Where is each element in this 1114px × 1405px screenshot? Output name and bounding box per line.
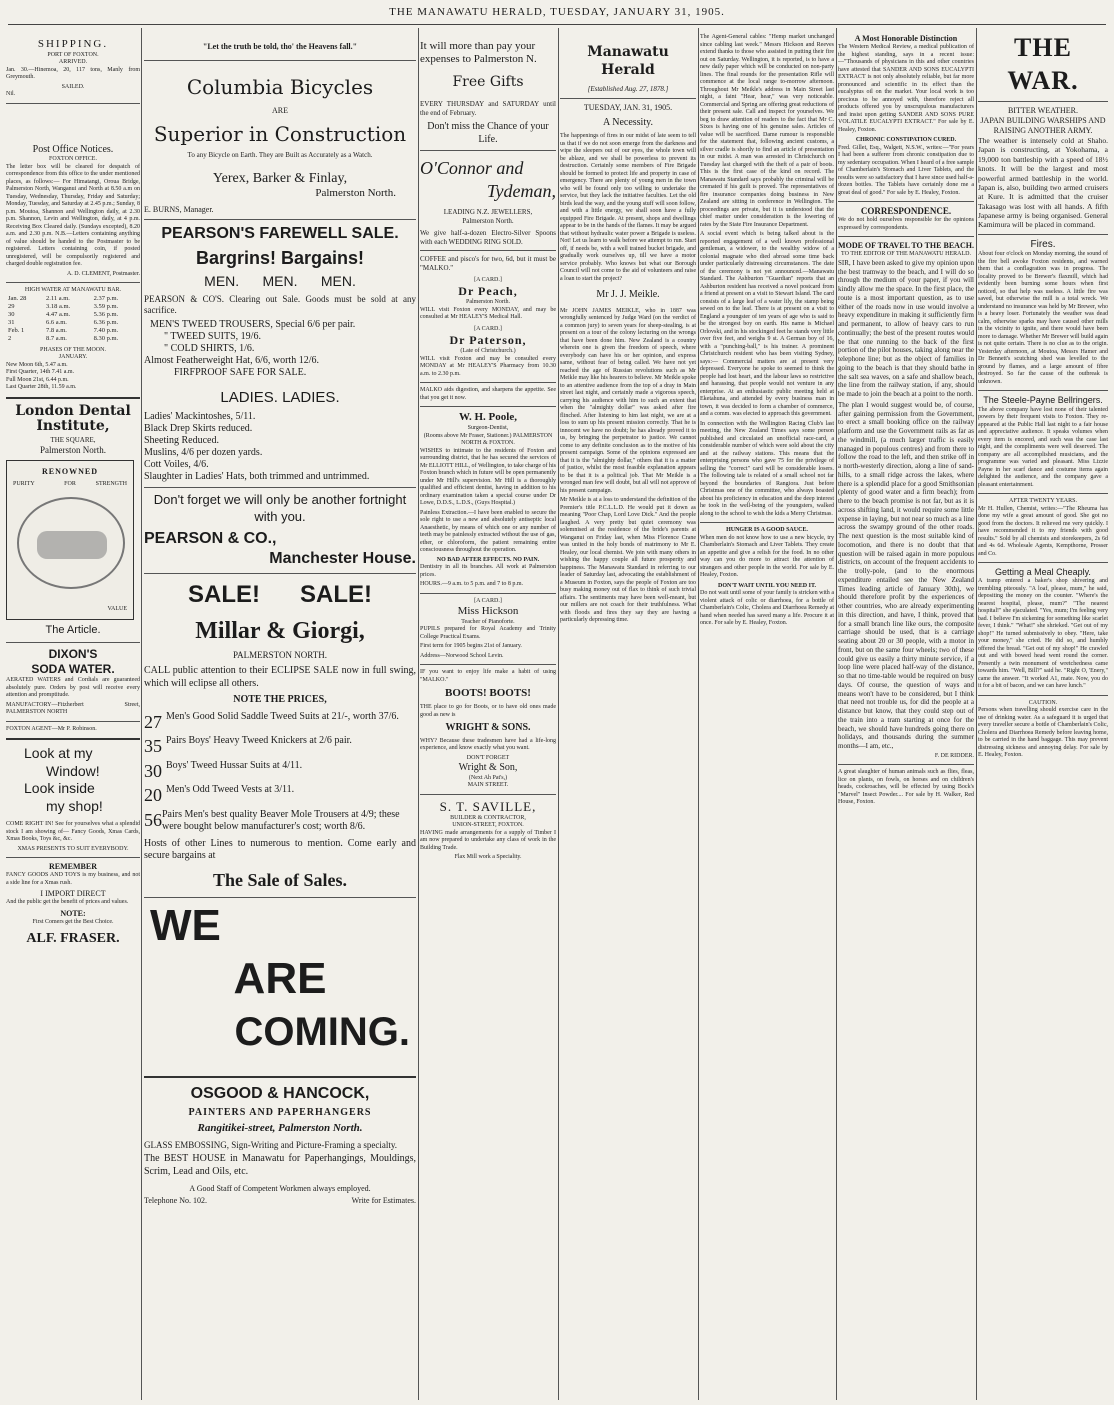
peach-title: Dr Peach,	[458, 284, 518, 299]
ladies-item: Cott Voiles, 4/6.	[144, 459, 209, 471]
hickson-title: Miss Hickson	[457, 605, 519, 618]
note: NOTE:	[60, 908, 86, 918]
are-label: ARE	[272, 106, 288, 115]
hickson-text: PUPILS prepared for Royal Academy and Trinity College Practical Exams.	[420, 626, 556, 640]
column-6	[838, 28, 974, 1400]
men-item: FIRFPROOF SAFE FOR SALE.	[174, 366, 307, 378]
bargains: Bargrins! Bargains!	[195, 248, 365, 268]
hosts-text: Hosts of other Lines to numerous to mention. Come early and secure bargains at	[144, 837, 416, 861]
fires-heading: Fires.	[1030, 238, 1056, 250]
chronic-text: Fred. Gillet, Esq., Walgett, N.S.W., writes:—"For years I had been a sufferer from chronic constipation due to my sedentary occupation. When I heard of a free sample of Chamberlain's Stomach and Liver Tablets, and the results were so satisfactory that I have since used half-a-dozen bottles. The Tablets have certainly done me a great deal of good." For sale by E. Healey, Foxton.	[838, 144, 974, 196]
dont-miss: Don't miss the Chance of your Life.	[427, 121, 549, 145]
columbia-title: Columbia Bicycles	[186, 75, 374, 99]
dental-town: Palmerston North.	[40, 445, 106, 456]
tydeman: Tydeman,	[486, 180, 556, 201]
table-row: Feb. 1 7.8 a.m. 7.40 p.m.	[8, 327, 119, 335]
ladies-item: Sheeting Reduced.	[144, 435, 219, 447]
no-bad: NO BAD AFTER EFFECTS. NO PAIN.	[436, 556, 540, 563]
rangitikei: Rangitikei-street, Palmerston North.	[197, 1122, 363, 1135]
top-rule	[8, 24, 1106, 25]
peach-town: Palmerston North.	[466, 299, 510, 306]
yerex: Yerex, Barker & Finlay,	[212, 170, 348, 186]
bitter-heading: BITTER WEATHER.	[1007, 106, 1079, 115]
japan-heading: JAPAN BUILDING WARSHIPS AND RAISING ANOTHER ARMY.	[980, 116, 1106, 135]
arrived-label: ARRIVED.	[58, 59, 88, 66]
fraser-signature: ALF. FRASER.	[26, 931, 120, 947]
pearson-co: PEARSON & CO.,	[144, 529, 277, 547]
meal-heading: Getting a Meal Cheaply.	[995, 567, 1091, 577]
dental-address: THE SQUARE,	[50, 436, 96, 445]
letter-sign: F. DE RIDDER.	[934, 752, 974, 759]
column-rule	[836, 28, 837, 1400]
news-text: The Agent-General cables: "Hemp market unchanged since cabling last week." Messrs Hickson and Reeves extend thanks to those who assisted in putting their fire out on Saturday. Wellington, it is reported, is to have a new daily paper which will be conducted on non-party lines. The final rounds for the presentation Rifle will commence at the local range to-morrow afternoon. Throughout Mr Meikle's address in Main Street last night, a faint "Hear, hear," was very noticeable. Commercial and Spring are offering great reductions of their present sale. Call and inspect for yourselves. We beg to draw attention of readers to the fact that Mr C. Sixes is having one of his genuine sales. Articles of value will be sacrificed. Dame rumour is responsible for the statement that, following ancient customs, a silver cradle is shortly to find an article of presentation in our midst. A man was arrested in Christchurch on Tuesday last charged with the theft of a pair of boots. This is the first case of the kind on record. The Manawatu Standard says probably the criminal will be cremated if his guilt is proved. The representatives of fire insurance companies doing business in New Zealand are sitting in conference in Wellington. The proceedings are private, but it is understood that the chief matter under consideration is the lowering of rates by the State Fire Insurance Department.	[700, 34, 834, 228]
moon-phase: New Moon 6th, 5.47 a.m.	[6, 361, 68, 368]
men-heading: MEN. MEN. MEN.	[204, 272, 356, 289]
card-label: [A CARD.]	[474, 276, 502, 283]
honorable-text: The Western Medical Review, a medical publication of the highest standing, says in a recent issue:—"Thousands of physicians in this and other countries have attested that SANDER AND SONS EUCALYPTI EXTRACT is not only absolutely reliable, but far more pronounced and scientific in its effect than the eucalyptus oil on the market. Your local work is too precious to be annoyed with, therefore reject all products offered you by unscrupulous manufacturers and insist upon getting SANDER AND SONS PURE VOLATILE EUCALYPTI EXTRACT." For sale by E. Healey, Foxton.	[838, 44, 974, 133]
men-item: " TWEED SUITS, 19/6.	[164, 330, 261, 342]
price-item: 30 Boys' Tweed Hussar Suits at 4/11.	[144, 759, 303, 781]
why-text: WHY? Because these tradesmen have had a life-long experience, and know exactly what you want.	[420, 737, 556, 752]
we-heading: WE	[150, 901, 221, 950]
price-item: 27 Men's Good Solid Saddle Tweed Suits at 21/-, worth 37/6.	[144, 710, 399, 732]
are-heading: ARE	[233, 954, 327, 1004]
poole-title: W. H. Poole,	[459, 411, 517, 424]
price-item: 20 Men's Odd Tweed Vests at 3/11.	[144, 784, 295, 805]
flax-text: Flax Mill work a Speciality.	[454, 854, 522, 861]
column-7	[978, 28, 1108, 1400]
letter-text: SIR, I have been asked to give my opinion upon the best tramway to the beach, and I will do so through the medium of your paper, if you will kindly allow me the space. In the first place, the route is a most important question, as to use either of the roads now in use would involve a heavy expenditure in making it sufficiently firm and permanent, to allow of heavy cars to run continually; the best of the present routes would be that one running to the back of the first portion of the pilot houses, taking along near the telephone line; but as the object of families in going to the beach is that they should bathe in the salt sea waves, on a safe and shallow beach, the line from the railway station, if any, should be made to join the beach at a point to the north.	[838, 258, 974, 398]
import: I IMPORT DIRECT	[40, 889, 106, 899]
sale-heading: SALE! SALE!	[187, 580, 372, 608]
import-text: And the public get the benefit of prices and values.	[6, 899, 129, 906]
poole-addr: (Rooms above Mr Fraser, Stationer.) PALMERSTON NORTH & FOXTON.	[423, 432, 553, 447]
ladies-heading: LADIES. LADIES.	[220, 388, 340, 406]
column-rule	[558, 28, 559, 1400]
table-row: 2 8.7 a.m. 8.30 p.m.	[8, 335, 119, 343]
column-3	[420, 28, 556, 1400]
look-line: Look inside	[24, 780, 95, 797]
men-item: Almost Featherweight Hat, 6/6, worth 12/6.	[144, 354, 319, 366]
masthead: THE MANAWATU HERALD, TUESDAY, JANUARY 31, 1905.	[389, 6, 725, 18]
forget-text: Don't forget we will only be another fortnight with you.	[153, 492, 407, 524]
sailed-label: SAILED.	[61, 83, 85, 90]
saville-addr: UNION-STREET, FOXTON.	[452, 822, 524, 829]
moon-month: JANUARY.	[58, 354, 88, 360]
steele-heading: The Steele-Payne Bellringers.	[983, 395, 1103, 406]
meal-text: A tramp entered a baker's shop shivering and trembling piteously. "A loaf, please, mum," he said, depositing the money on the counter. "Where's the nearest hospital, please, mum?" "The nearest hospital!" she ejaculated. "Yes, mum; I'm feeling very bad. I believe I'm sickening for something like scarlet fever, I think." "What!" she shrieked. "Get out of my shop!" He turned submissively to obey. "Here, take your money," she cried. He did so, and humbly offered the bread. "Get out of my shop!" He crawled out and with bowed head went round the corner. Presently a twin monument of wretchedness came towards him. "Well, Bill?" said he. "Right O, 'Enery," came the answer. "It worked A1, mate. Now, you do it for a bit of bacon, and we can have lunch."	[978, 578, 1108, 690]
oconnor: O'Connor and	[420, 158, 524, 179]
note-prices: NOTE THE PRICES,	[233, 694, 327, 705]
dont-wait-heading: DON'T WAIT UNTIL YOU NEED IT.	[717, 582, 817, 589]
ladies-item: Muslins, 4/6 per dozen yards.	[144, 447, 263, 459]
dental-title: London Dental Institute,	[15, 402, 131, 434]
manager: E. BURNS, Manager.	[144, 205, 214, 214]
come-text: COME RIGHT IN! See for yourselves what a splendid stock I am showing of— Fancy Goods, Xmas Cards, Xmas Books, Toys &c, &c.	[6, 821, 140, 843]
column-rule	[141, 28, 142, 1400]
honorable-heading: A Most Honorable Distinction	[854, 34, 958, 43]
sailed-text: Nil.	[6, 91, 16, 98]
herald-nameplate: Manawatu Herald	[587, 44, 669, 78]
column-rule	[976, 28, 977, 1400]
column-rule	[698, 28, 699, 1400]
pearson-text: PEARSON & CO'S. Clearing out Sale. Goods must be sold at any sacrifice.	[144, 294, 416, 316]
dentistry: Dentistry in all its branches. All work at Palmerston prices.	[420, 564, 556, 578]
hickson-address: Address—Norwood School Levin.	[420, 652, 504, 659]
hunger-text: When men do not know how to use a new bicycle, try Chamberlain's Stomach and Liver Tablets. They create an appetite and give a relish for the food. In no other way can you do more to attract the attention of strangers and other people in the world. For sale by E. Healey, Foxton.	[700, 534, 834, 578]
jewellers: LEADING N.Z. JEWELLERS,	[443, 208, 533, 217]
meikle-heading: Mr J. J. Meikle.	[596, 289, 660, 301]
remember: REMEMBER	[49, 862, 97, 872]
tide-title: HIGH WATER AT MANAWATU BAR.	[24, 287, 122, 294]
remember-text: FANCY GOODS AND TOYS is my business, and not a side line for a Xmas rush.	[6, 872, 140, 886]
news-text: In connection with the Wellington Racing Club's last meeting, the New Zealand Times says some person published and circulated an unofficial race-card, a considerable number of which were sold about the city and at the railway stations. This means that the enterprising persons who gave 75 for the privilege of selling the "correct" card will be considerable losers. The following tale is related of a small school not far beyond the boundaries of Rangiora. Just before Christmas one of the committee, who always boasted about his proficiency in education and the deep interest he took in the well-being of the youngsters, walked along to the school to wish the kids a Merry Christmas.	[700, 420, 834, 517]
moon-phase: Last Quarter 28th, 11.59 a.m.	[6, 384, 77, 390]
osgood-footer: Telephone No. 102. Write for Estimates.	[144, 1196, 416, 1206]
main-street: MAIN STREET.	[467, 782, 509, 789]
peach-text: WILL visit Foxton every MONDAY, and may be consulted at Mr HEALEY'S Medical Hall.	[420, 306, 556, 321]
correspondence-heading: CORRESPONDENCE.	[860, 206, 952, 216]
xmas-text: XMAS PRESENTS TO SUIT EVERYBODY.	[17, 845, 129, 852]
coming-heading: COMING.	[234, 1009, 410, 1054]
millar-town: PALMERSTON NORTH.	[233, 649, 327, 660]
free-text: EVERY THURSDAY and SATURDAY until the end of February.	[420, 99, 556, 117]
price-item: 56 Pairs Men's best quality Beaver Mole Trousers at 4/9; these were bought below manufacturer's cost; worth 8/6.	[144, 808, 400, 832]
caution-heading: CAUTION.	[1028, 699, 1058, 706]
table-row: 30 4.47 a.m. 5.36 p.m.	[8, 311, 119, 318]
look-line: Look at my	[24, 745, 93, 762]
boots-heading: BOOTS! BOOTS!	[445, 687, 531, 700]
first-term: First term for 1905 begins 21st of January.	[420, 643, 522, 650]
war-heading: THE WAR.	[1007, 33, 1079, 95]
wright-title: WRIGHT & SONS.	[445, 722, 531, 734]
ladies-item: Black Drep Skirts reduced.	[144, 423, 253, 435]
moon-phase: First Quarter, 14th 7.41 a.m.	[6, 369, 75, 375]
jewellers-text: We give half-a-dozen Electro-Silver Spoons with each WEDDING RING SOLD.	[420, 228, 556, 246]
stamp-smear	[37, 531, 107, 559]
article-title: The Article.	[45, 624, 101, 637]
war-text: The weather is intensely cold at Shaho. Japan is constructing, at Yokohama, a 19,000 ton battleship with a speed of 18½ knots. It will be the largest and most powerful armed battleship in the world. Japan is, also, building two armed cruisers at Kure. It is admitted that the cruiser Takasago was lost with all hands. A fifth Japanese army is being organised. General Kamimura will be placed in command.	[978, 136, 1108, 230]
column-2	[144, 28, 416, 1400]
wright2: Wright & Son,	[458, 762, 518, 774]
note-text: First Comers get the Best Choice.	[32, 918, 114, 925]
wright-addr: (Next Ah Pat's,)	[468, 774, 508, 781]
post-office-name: FOXTON OFFICE.	[49, 156, 97, 163]
editor-line: TO THE EDITOR OF THE MANAWATU HERALD.	[841, 251, 971, 258]
corr-note: We do not hold ourselves responsible for the opinions expressed by correspondents.	[838, 217, 974, 231]
men-item: " COLD SHIRTS, 1/6.	[164, 342, 255, 354]
malko-text: MALKO aids digestion, and sharpens the appetite. See that you get it now.	[420, 387, 556, 401]
column-rule	[418, 28, 419, 1400]
dont-forget: DON'T FORGET	[466, 754, 510, 761]
editorial-text: The happenings of fires in our midst of late seem to tell us that if we do not soon emerge from the darkness and wipe the sleepers out of our eyes, the whole town will be ablaze, and we shall be powerless to prevent its destruction. Certainly some members of Fire Brigade should be formed to protect life and property in case of emergency. There are plenty of young men in the town who will be found only too willing to undertake the service, but they lack the initiative faculties. Let the old birds lead the way, and the young stuff will soon follow, and with a little energy, we shall soon have a fully equipped Fire Brigade. At present, shops and dwellings appear to be in the hands of the flames. It may be argued that without hydraulic water power a Brigade is useless. Not! Let us learn to walk before we attempt to run. Start off, if needs be, with a well trained bucket brigade, and gradually work ourselves up, till we have a motor service probably. Who knows but what our Borough Council will not come to the aid of volunteers and raise a loan to start the project?	[560, 133, 696, 282]
steele-text: The above company have lost none of their talented powers by their frequent visits to Foxton. They re-appeared at the Public Hall last night to a fair house and appreciative audience. It speaks volumes when every item is encored, and such was the case last night, and the compliments were well deserved. The company are all accomplished musicians, and the programme was varied and pleasant. Miss Lizzie Payne in her scarf dance and costume items again delighted the audience, and the company gave a pleasant entertainment.	[978, 406, 1108, 488]
issue-date: TUESDAY, JAN. 31, 1905.	[583, 102, 673, 112]
moon-title: PHASES OF THE MOON.	[40, 346, 106, 353]
after-text: Mr H. Hullen, Chemist, writes:—"The Rheuma has done my wife a great amount of good. She got no good from the doctors. It relieved me very quickly. I have recommended it to my friends with good results." Sold by all chemists and storekeepers, 2s 6d and 4s 6d. Wholesale Agents, Kempthorne, Prosser and Co.	[978, 505, 1108, 557]
hickson-sub: Teacher of Pianoforte.	[461, 618, 515, 625]
column-5	[700, 28, 834, 1400]
superior-text: To any Bicycle on Earth. They are Built as Accurately as a Watch.	[187, 151, 373, 159]
price-item: 35 Pairs Boys' Heavy Tweed Knickers at 2/6 pair.	[144, 735, 352, 756]
table-row: 31 6.6 a.m. 6.36 p.m.	[8, 319, 119, 327]
mode-heading: MODE OF TRAVEL TO THE BEACH.	[838, 241, 974, 251]
millar-text: CALL public attention to their ECLIPSE SALE now in full swing, which will eclipse all others.	[144, 665, 416, 689]
dixon-title: DIXON'S	[48, 647, 98, 662]
yerex-town: Palmerston North.	[315, 187, 396, 200]
after-heading: AFTER TWENTY YEARS.	[1009, 498, 1077, 504]
pearson-farewell: PEARSON'S FAREWELL SALE.	[161, 225, 399, 242]
chronic-heading: CHRONIC CONSTIPATION CURED.	[855, 137, 957, 143]
column-1	[6, 28, 140, 1400]
saville-title: S. T. SAVILLE,	[439, 798, 537, 814]
post-office-title: Post Office Notices.	[32, 143, 114, 155]
meikle-text: Mr JOHN JAMES MEIKLE, who in 1887 was wrongfully sentenced by Judge Ward (on the verdict of a common jury) to seven years for sheep-stealing, is at present on a tour of the colony lecturing on the wrongs that have been done him. New Zealand is a country wherein one is given the freedom of speech, where everybody can have his or her opinion, and express same, without fear of being called. We have not yet reached the age of Russian revolutions such as Mr Meikle may like his hearers to believe. Mr Meikle spoke to an attentive audience from the top of a dray in Main street last night, and certainly made a vigorous speech, carrying his audience with him to such an extent that when the "almighty dollar" was asked after fire flinched. After listening to him last night, we are at a loss to sum up his present mission correctly. That he is innocent we have no doubt; he has already proved it to us, by bringing the perpetrator to justice. We cannot come to any definite conclusion as to the motive of his present campaign. Some of the opinions expressed are that it is the "almighty dollar," others that it is a matter of justice, whilst the most feasible explanation appears to be that it is a political job. That Mr Meikle is a wronged man few will doubt, but all will not approve of his present campaign.	[560, 307, 696, 494]
coffee-text: COFFEE and pisco's for two, 6d, but it must be "MALKO."	[420, 255, 556, 273]
staff-text: A Good Staff of Competent Workmen always employed.	[189, 1184, 371, 1194]
caution-text: Persons when travelling should exercise care in the use of drinking water. As a safeguard it is urged that every traveller secure a bottle of Chamberlain's Colic, Cholera and Diarrhoea Remedy before leaving home, to be carried in the hand baggage. This may prevent distressing sickness and annoying delay. For sale by E. Healey, Foxton.	[978, 707, 1108, 759]
established: [Established Aug. 27, 1878.]	[587, 85, 669, 93]
best-house: The BEST HOUSE in Manawatu for Paperhangings, Mouldings, Scrim, Lead and Oils, etc.	[144, 1153, 416, 1177]
saville-text: HAVING made arrangements for a supply of Timber I am now prepared to undertake any class of work in the Building Trade.	[420, 829, 556, 851]
free-gifts: Free Gifts	[452, 74, 524, 91]
necessity-heading: A Necessity.	[603, 116, 653, 128]
tide-table	[6, 295, 140, 344]
expenses-text: It will more than pay your expenses to Palmerston N.	[420, 40, 537, 66]
look-line: Window!	[46, 762, 100, 779]
paterson-title: Dr Paterson,	[449, 333, 527, 348]
poole-sub: Surgeon-Dentist,	[467, 425, 509, 432]
manufactory: MANUFACTORY—Fitzherbert Street, PALMERSTON NORTH	[6, 701, 140, 716]
fires-text: About four o'clock on Monday morning, the sound of the fire bell awoke Foxton residents, and warned them that a conflagration was in progress. The locality proved to be Brewer's flaxmill, which had evidently been burning some hours when first noticed, so that help was useless. A little fire was saved, but otherwise the mill is a total wreck. We understand no insurance was held by Mr Brewer, who is a heavy loser. Fortunately the weather was dead calm, otherwise sparks may have caused other mills in the vicinity to ignite, and there would have been more to damage. Whether Mr Brewer will build again is not quite certain. There is no clue as to the origin. Yesterday afternoon, at Moutoa, Messrs Hamer and Dr Bennett's scutching shed was levelled to the ground by flames, and a large amount of fibre destroyed. So far the cause of the outbreak is unknown.	[978, 251, 1108, 385]
paterson-text: WILL visit Foxton and may be consulted every MONDAY at Mr HEALEY'S Pharmacy from 10.30 a.m. to 2.30 p.m.	[420, 355, 556, 377]
motto: "Let the truth be told, tho' the Heavens fall."	[202, 42, 358, 51]
soda-title: SODA WATER.	[31, 662, 115, 677]
ladies-item: Slaughter in Ladies' Hats, both trimmed and untrimmed.	[144, 471, 370, 483]
dixon-text: AERATED WATERS and Cordials are guaranteed absolutely pure. Orders by post will receive every attention and promptitude.	[6, 677, 140, 699]
manchester: Manchester House.	[269, 549, 416, 567]
postmaster: A. D. CLEMENT, Postmaster.	[66, 270, 140, 277]
ladies-item: Ladies' Mackintoshes, 5/11.	[144, 411, 256, 423]
table-row: 29 3.18 a.m. 3.59 p.m.	[8, 302, 119, 310]
letter-text: The plan I would suggest would be, of course, after gaining permission from the Government, to erect a small booking office on the railway platform and use the Government rails as far as the windmill, (a much larger traffic is easily managed in populous centres) and from there to follow the road to the left, and then strike off in a north-westerly direction, along a line of sand-hills, to a small ridge across the lakes, where there is a splendid place for a good Smithsonian (plenty of good water and a firm beach); from there to the beach promise is not far, but as it is across shifting land, it would require some little expense in laying, but not near so much as a line across the swampy ground of the other roads. The next question is the most suitable kind of locomotion, and there is no doubt that that question will be raised again in more populous districts, on account of the frequent accidents to the trolly-pole, (and to the enormous expenditure entailed see the New Zealand Times leading article of January 30th), we should therefore profit by the experiences of other countries, who are already experimenting in this direction, and have, I think, proved that for a small branch line like ours, the composite carriage should be used, that is a carriage seating about 20 or 30 people, with a motor in front, but on the same four wheels; two of these could give us easily a thirty minute service, if a loop line were placed half-way of the distance, so that no time-table would be required on busy days. Of course, the question of ways and means won't have to be considered, but I think that need not trouble us, for did the people at a distance but know, that they could step out of the train into a tram starting at once for the beach, we should have hundreds going there on holidays, and thousands during the summer months—I am, etc.,	[838, 400, 974, 750]
table-row: Jan. 28 2.11 a.m. 2.37 p.m.	[8, 294, 119, 302]
dont-wait-text: Do not wait until some of your family is stricken with a violent attack of colic or diarrhoea, for a bottle of Chamberlain's Colic, Cholera and Diarrhoea Remedy at hand when needed has saved many a life. Procure it at once. For sale by E. Healey, Foxton.	[700, 590, 834, 626]
malko2-text: IF you want to enjoy life make a habit of using "MALKO."	[420, 669, 556, 683]
sale-of-sales: The Sale of Sales.	[212, 869, 347, 890]
port-title: PORT OF FOXTON.	[47, 51, 99, 58]
arrived-text: Jan. 30.—Hinemoa, 20, 117 tons, Manly from Greymouth.	[6, 66, 140, 81]
osgood-title: OSGOOD & HANCOCK,	[190, 1084, 370, 1102]
painless-text: Painless Extraction.—I have been enabled to secure the sole right to use a new and absolutely antiseptic local Anaesthetic, by means of which one or any number of teeth may be painlessly extracted without the use of gas, ether, or chloroform, the patient remaining entire consciousness throughout the operation.	[420, 509, 556, 554]
men-item: MEN'S TWEED TROUSERS, Special 6/6 per pair.	[150, 318, 356, 330]
superior-title: Superior in Construction	[153, 122, 407, 146]
post-office-text: The letter box will be cleared for despatch of correspondence from this office to the under mentioned places, as follows:— For Himatangi, Oroua Bridge, Palmerston North, Wanganui and North at 8.50 a.m on Tuesday, Wednesday, Thursday, Friday and Saturday; Monday, Tuesday, and Saturday at 2.45 p.m.; Sunday, 8 p.m. Moutoa, Shannon and Wellington daily, at 2.30 p.m. Shannon, Levin and Wellington, daily, at 4 p.m. Receiving Box Cleared daily. (Sundays excepted), 8.20 a.m. and 2.30 p.m. N.B.—Letters containing anything of value should be handed to the Postmaster to be registered. Letters containing coin, if posted unregistered, will be compulsorily registered and charged double registration fee.	[6, 163, 140, 268]
foxton-agent: FOXTON AGENT—Mr P. Robinson.	[6, 725, 97, 732]
shipping-title: SHIPPING.	[37, 38, 109, 50]
insect-text: A great slaughter of human animals such as flies, fleas, lice on plants, on fowls, on horses and on children's heads, cockroaches, will be effected by using Bock's "Marvel" Insect Powder.... For sale by H. Walker, Red House, Foxton.	[838, 769, 974, 806]
card-label: [A CARD.]	[474, 597, 502, 604]
hours: HOURS.—9 a.m. to 5 p.m. and 7 to 8 p.m.	[420, 581, 523, 588]
local-news-text: Mr Meikle is at a loss to understand the definition of the Premier's title P.C.L.L.D. He would put it down as meaning "Poor Chap, Lord Love Dick." And the people laughed. A very pretty but quiet ceremony was solemnised at the residence of the bride's parents at Wanganui on Friday last, when Miss Florence Crane was united in the holy bonds of matrimony to Mr E. Healey, our local chemist. We join with many others in wishing the happy couple all future prosperity and happiness. The Manawatu Standard in referring to our leader of Saturday last, advocating the establishment of a Museum in Foxton, says the people of Foxton are too busy making money out of flax to think of such trivial affairs. The sentiments may have been well-meant, but our millers are not coach for their truthfulness. What with floods and fires they say they are having a particularly depressing time.	[560, 497, 696, 624]
hunger-heading: HUNGER IS A GOOD SAUCE.	[726, 527, 808, 533]
moon-phase: Full Moon 21st, 6.44 p.m.	[6, 376, 69, 383]
column-4	[560, 28, 696, 1400]
boots-text: THE place to go for Boots, or to have old ones made good as new is	[420, 704, 556, 718]
jewellers-town: Palmerston North.	[462, 217, 514, 226]
saville-sub: BUILDER & CONTRACTOR,	[450, 814, 526, 821]
paterson-sub: (Late of Christchurch.)	[460, 348, 516, 355]
poole-text: WISHES to intimate to the residents of Foxton and surrounding district, that he has secured the services of Mr ELLIOTT HILL, of Wellington, to take charge of his Foxton branch which in future will be open permanently under Mr Hill's supervision. Mr Hill is a thoroughly qualified and efficient dentist, having in addition to his ordinary examination taken a special course under Dr Lowe, D.D.S., L.D.S., (Guys Hospital.)	[420, 447, 556, 507]
trademark-stamp: RENOWNED PURITY FOR STRENGTH VALUE	[6, 460, 134, 620]
painters: PAINTERS AND PAPERHANGERS	[188, 1106, 372, 1118]
card-label: [A CARD.]	[474, 325, 502, 332]
glass-text: GLASS EMBOSSING, Sign-Writing and Picture-Framing a specialty.	[144, 1139, 398, 1150]
millar-title: Millar & Giorgi,	[195, 617, 365, 644]
look-line: my shop!	[46, 797, 103, 814]
news-text: A social event which is being talked about is the reported engagement of a well known professional gentleman, a widower, to the wealthy widow of a colonial magnate who died abroad some time back under particularly distressing circumstances. The date of the ceremony is not yet announced.—Manawatu Standard. The Ashburton "Guardian" reports that an Ashburton resident has received a novel postcard from a friend at present on a visit to Stewart Island. The card consists of a large leaf of a water lily, the stamp being sewed on to the leaf. There is at present on a visit to England a youngster of ten years of age who is said to be the strongest boy on earth. His name is Michael Orlovski, and in his stockinged feet he stands very little over five feet, and weighs 9 st. A German boy of 16, with a "punching-ball," is his trainer. A prominent Christchurch resident who has been visiting Sydney, says:— Commercial matters are at present very depressed. Everyone he spoke to seemed to think the people had lost heart, and the labour laws so restrictive and harassing, that people would not venture in any enterprise. At an enthusiastic public meeting held at Eketahuna, and attended by every business man in town, it was decided to form a chamber of commerce, and a comm. was elected to approach this government.	[700, 231, 834, 417]
